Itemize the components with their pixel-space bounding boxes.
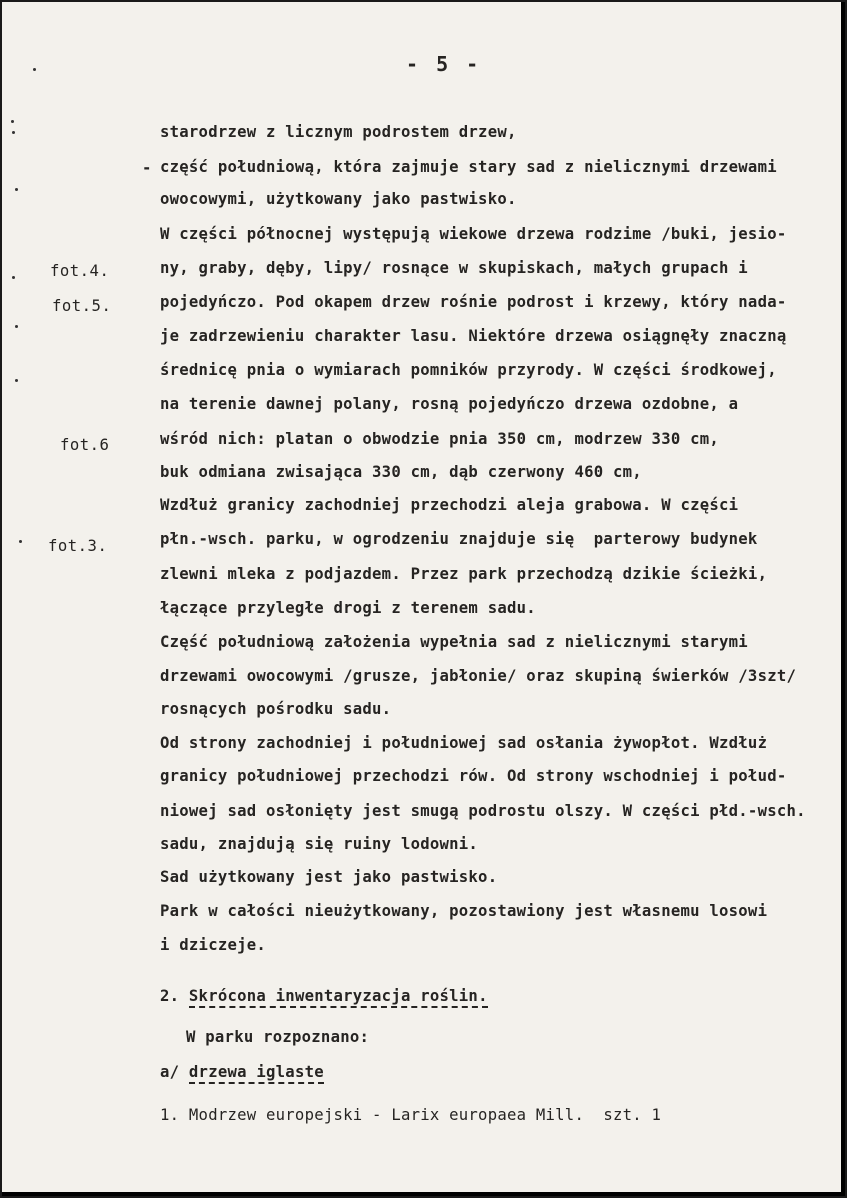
- body-line: granicy południowej przechodzi rów. Od strony wschodniej i połud-: [160, 767, 787, 785]
- document-page: [2, 2, 845, 1196]
- body-line: rosnących pośrodku sadu.: [160, 700, 392, 718]
- body-line: płn.-wsch. parku, w ogrodzeniu znajduje się parterowy budynek: [160, 530, 758, 548]
- margin-dot: [15, 188, 18, 191]
- subsection-heading: [160, 1062, 324, 1082]
- section-number: 2.: [160, 987, 180, 1005]
- body-line: Sad użytkowany jest jako pastwisko.: [160, 868, 498, 886]
- margin-note-photo: fot.3.: [48, 537, 108, 555]
- margin-dot: [12, 276, 15, 279]
- margin-note-photo: fot.4.: [50, 262, 110, 280]
- body-line: niowej sad osłonięty jest smugą podrostu olszy. W części płd.-wsch.: [160, 802, 806, 820]
- body-line: ny, graby, dęby, lipy/ rosnące w skupiskach, małych grupach i: [160, 259, 748, 277]
- margin-dot: [15, 325, 18, 328]
- subsection-title: drzewa iglaste: [189, 1063, 324, 1084]
- body-line: zlewni mleka z podjazdem. Przez park przechodzą dzikie ścieżki,: [160, 565, 768, 583]
- body-line: Od strony zachodniej i południowej sad osłania żywopłot. Wzdłuż: [160, 734, 768, 752]
- section-intro: W parku rozpoznano:: [186, 1028, 370, 1046]
- body-line: je zadrzewieniu charakter lasu. Niektóre drzewa osiągnęły znaczną: [160, 327, 787, 345]
- margin-dot: [19, 540, 22, 543]
- body-line: Część południową założenia wypełnia sad z nielicznymi starymi: [160, 633, 748, 651]
- page-number: - 5 -: [406, 52, 482, 76]
- margin-dot: [11, 120, 14, 123]
- list-dash: -: [142, 159, 152, 177]
- body-line: Wzdłuż granicy zachodniej przechodzi aleja grabowa. W części: [160, 496, 739, 514]
- margin-note-photo: fot.5.: [52, 297, 112, 315]
- body-line: i dziczeje.: [160, 936, 267, 954]
- body-line: średnicę pnia o wymiarach pomników przyrody. W części środkowej,: [160, 361, 777, 379]
- section-heading: [160, 986, 488, 1006]
- body-line: pojedyńczo. Pod okapem drzew rośnie podrost i krzewy, który nada-: [160, 293, 787, 311]
- body-line: wśród nich: platan o obwodzie pnia 350 cm, modrzew 330 cm,: [160, 430, 720, 448]
- body-line: owocowymi, użytkowany jako pastwisko.: [160, 190, 517, 208]
- section-title: Skrócona inwentaryzacja roślin.: [189, 987, 488, 1008]
- subsection-prefix: a/: [160, 1063, 180, 1081]
- list-item: 1. Modrzew europejski - Larix europaea Mill. szt. 1: [160, 1106, 662, 1124]
- body-line: część południową, która zajmuje stary sad z nielicznymi drzewami: [160, 158, 777, 176]
- body-line: na terenie dawnej polany, rosną pojedyńczo drzewa ozdobne, a: [160, 395, 739, 413]
- margin-dot: [15, 379, 18, 382]
- body-line: starodrzew z licznym podrostem drzew,: [160, 123, 517, 141]
- body-line: buk odmiana zwisająca 330 cm, dąb czerwony 460 cm,: [160, 463, 642, 481]
- body-line: drzewami owocowymi /grusze, jabłonie/ oraz skupiną świerków /3szt/: [160, 667, 797, 685]
- body-line: łączące przyległe drogi z terenem sadu.: [160, 599, 536, 617]
- margin-dot: [33, 68, 36, 71]
- body-line: sadu, znajdują się ruiny lodowni.: [160, 835, 479, 853]
- body-line: W części północnej występują wiekowe drzewa rodzime /buki, jesio-: [160, 225, 787, 243]
- body-line: Park w całości nieużytkowany, pozostawiony jest własnemu losowi: [160, 902, 768, 920]
- margin-note-photo: fot.6: [60, 436, 110, 454]
- margin-dot: [12, 131, 15, 134]
